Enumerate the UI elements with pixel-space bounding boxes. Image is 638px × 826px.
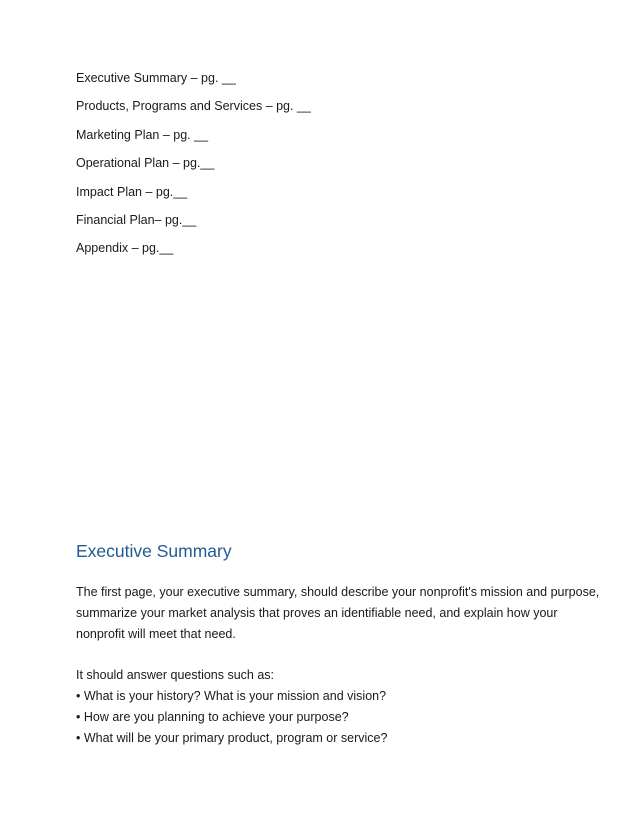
toc-item-appendix: Appendix – pg.__ <box>76 241 174 256</box>
toc-item-impact-plan: Impact Plan – pg.__ <box>76 184 188 199</box>
executive-summary-paragraph <box>76 582 600 645</box>
paragraph-line: nonprofit will meet that need. <box>76 627 236 641</box>
question-item: • How are you planning to achieve your purpose? <box>76 710 349 724</box>
table-of-contents <box>76 70 311 269</box>
questions-intro: It should answer questions such as: <box>76 668 275 682</box>
toc-item-marketing-plan: Marketing Plan – pg. __ <box>76 127 209 142</box>
toc-item-financial-plan: Financial Plan– pg.__ <box>76 212 197 227</box>
paragraph-line: summarize your market analysis that proves an identifiable need, and explain how your <box>76 606 558 620</box>
section-heading-executive-summary: Executive Summary <box>76 541 232 561</box>
toc-item-operational-plan: Operational Plan – pg.__ <box>76 156 215 171</box>
toc-item-products-programs-services: Products, Programs and Services – pg. __ <box>76 99 311 114</box>
toc-item-executive-summary: Executive Summary – pg. __ <box>76 71 236 85</box>
question-item: • What is your history? What is your mission and vision? <box>76 689 387 703</box>
paragraph-line: The first page, your executive summary, should describe your nonprofit's mission and purpose, <box>76 585 600 599</box>
questions-block <box>76 665 387 749</box>
question-item: • What will be your primary product, program or service? <box>76 731 388 745</box>
